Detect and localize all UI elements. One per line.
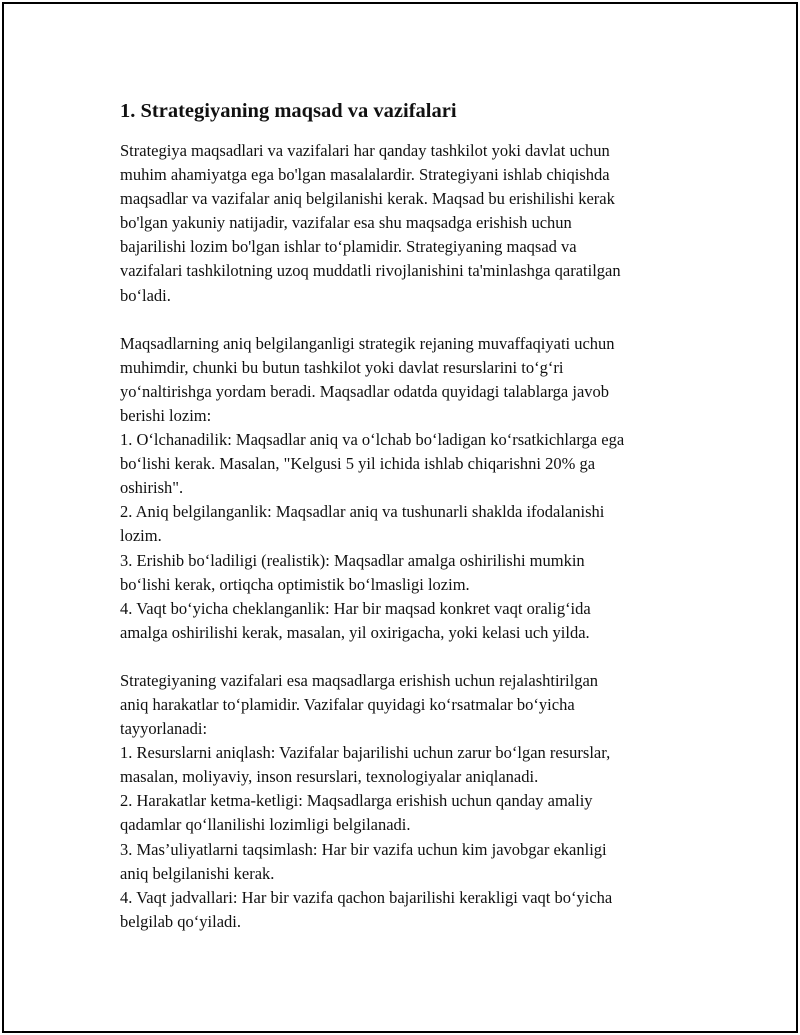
text-line: vazifalari tashkilotning uzoq muddatli rivojlanishini ta'minlashga qaratilgan [120,261,621,281]
list-item-line: oshirish". [120,478,184,498]
paragraph-goals [120,332,700,645]
list-item-line: belgilab qo‘yiladi. [120,911,241,931]
list-item-line: masalan, moliyaviy, inson resurslari, texnologiyalar aniqlanadi. [120,767,539,787]
text-line: bo‘ladi. [120,285,171,305]
text-line: muhimdir, chunki bu butun tashkilot yoki davlat resurslarini to‘g‘ri [120,357,564,377]
list-item-line: 3. Mas’uliyatlarni taqsimlash: Har bir vazifa uchun kim javobgar ekanligi [120,839,607,859]
list-item-line: 4. Vaqt bo‘yicha cheklanganlik: Har bir maqsad konkret vaqt oralig‘ida [120,598,591,618]
paragraph-tasks [120,669,700,934]
text-line: Strategiya maqsadlari va vazifalari har qanday tashkilot yoki davlat uchun [120,141,610,160]
text-line: maqsadlar va vazifalar aniq belgilanishi kerak. Maqsad bu erishilishi kerak [120,189,615,209]
list-item-line: 1. Resurslarni aniqlash: Vazifalar bajarilishi uchun zarur bo‘lgan resurslar, [120,743,611,763]
list-item-line: 4. Vaqt jadvallari: Har bir vazifa qachon bajarilishi kerakligi vaqt bo‘yicha [120,887,613,907]
list-item-line: 3. Erishib bo‘ladiligi (realistik): Maqsadlar amalga oshirilishi mumkin [120,550,585,570]
section-heading: 1. Strategiyaning maqsad va vazifalari [120,100,457,122]
paragraph-intro [120,139,700,308]
document-page [2,2,798,1033]
list-item-line: lozim. [120,526,162,546]
text-line: Maqsadlarning aniq belgilanganligi strategik rejaning muvaffaqiyati uchun [120,333,615,353]
text-line: muhim ahamiyatga ega bo'lgan masalalardir. Strategiyani ishlab chiqishda [120,165,610,185]
text-line: tayyorlanadi: [120,719,208,739]
list-item-line: bo‘lishi kerak. Masalan, "Kelgusi 5 yil ichida ishlab chiqarishni 20% ga [120,454,596,474]
list-item-line: 1. O‘lchanadilik: Maqsadlar aniq va o‘lchab bo‘ladigan ko‘rsatkichlarga ega [120,430,625,450]
text-line: aniq harakatlar to‘plamidir. Vazifalar quyidagi ko‘rsatmalar bo‘yicha [120,694,575,714]
list-item-line: aniq belgilanishi kerak. [120,863,275,883]
list-item-line: qadamlar qo‘llanilishi lozimligi belgilanadi. [120,815,411,835]
text-line: bajarilishi lozim bo'lgan ishlar to‘plamidir. Strategiyaning maqsad va [120,237,577,257]
text-line: bo'lgan yakuniy natijadir, vazifalar esa shu maqsadga erishish uchun [120,213,572,233]
list-item-line: bo‘lishi kerak, ortiqcha optimistik bo‘lmasligi lozim. [120,574,470,594]
text-line: yo‘naltirishga yordam beradi. Maqsadlar odatda quyidagi talablarga javob [120,381,610,401]
list-item-line: 2. Aniq belgilanganlik: Maqsadlar aniq va tushunarli shaklda ifodalanishi [120,502,605,522]
list-item-line: 2. Harakatlar ketma-ketligi: Maqsadlarga erishish uchun qanday amaliy [120,791,593,811]
document-content [120,98,700,958]
text-line: Strategiyaning vazifalari esa maqsadlarga erishish uchun rejalashtirilgan [120,670,599,690]
text-line: berishi lozim: [120,405,212,425]
list-item-line: amalga oshirilishi kerak, masalan, yil oxirigacha, yoki kelasi uch yilda. [120,622,590,642]
